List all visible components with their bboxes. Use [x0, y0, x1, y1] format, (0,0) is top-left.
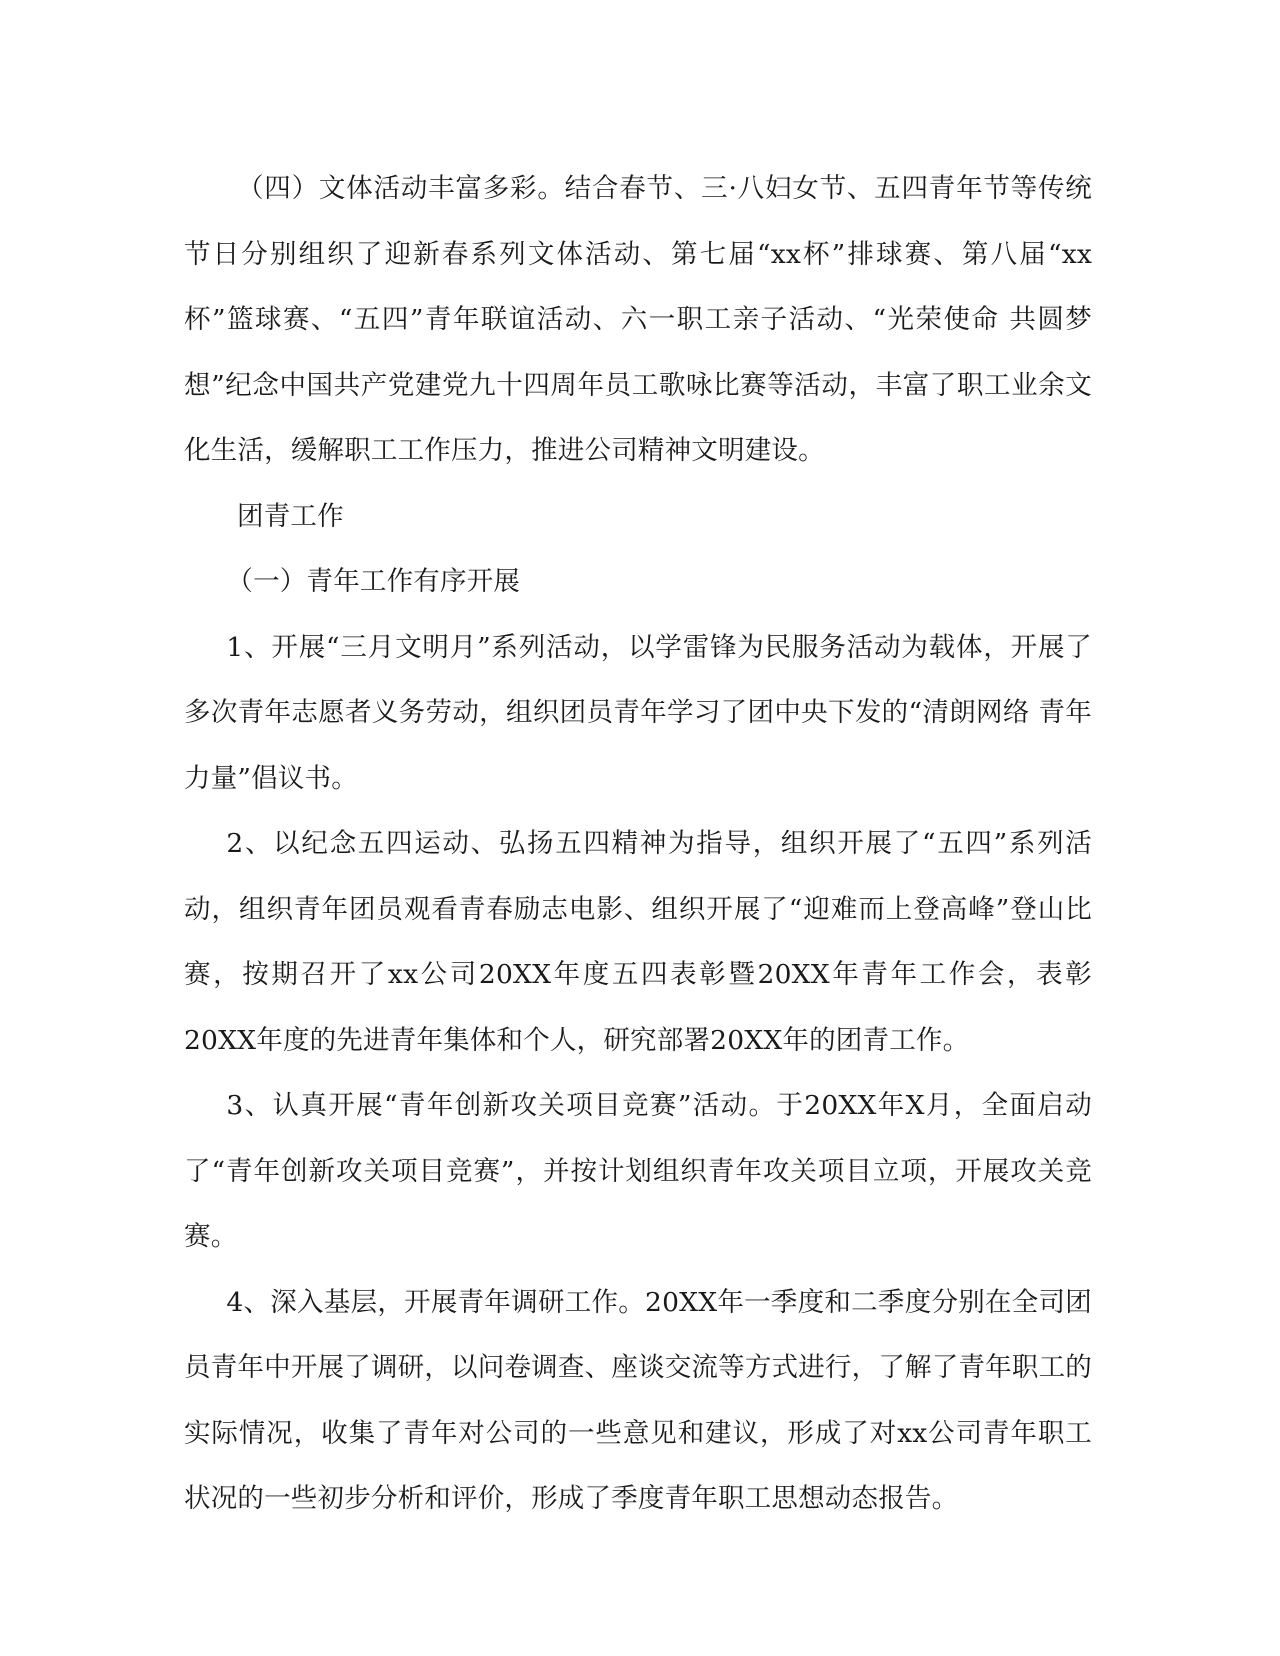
paragraph-item-4: 4、深入基层，开展青年调研工作。20XX年一季度和二季度分别在全司团员青年中开展了调研，以问卷调查、座谈交流等方式进行，了解了青年职工的实际情况，收集了青年对公司的一些意见和建议，形成了对xx公司青年职工状况的一些初步分析和评价，形成了季度青年职工思想动态报告。: [184, 1286, 1092, 1514]
paragraph-item-1: 1、开展“三月文明月”系列活动，以学雷锋为民服务活动为载体，开展了多次青年志愿者义务劳动，组织团员青年学习了团中央下发的“清朗网络 青年力量”倡议书。: [184, 631, 1092, 794]
subsection-title-youth-work: （一）青年工作有序开展: [226, 566, 521, 597]
section-title-youth-league: 团青工作: [237, 500, 344, 532]
paragraph-item-2: 2、以纪念五四运动、弘扬五四精神为指导，组织开展了“五四”系列活动，组织青年团员观看青春励志电影、组织开展了“迎难而上登高峰”登山比赛，按期召开了xx公司20XX年度五四表彰暨20XX年青年工作会，表彰20XX年度的先进青年集体和个人，研究部署20XX年的团青工作。: [184, 828, 1092, 1056]
document-body: [184, 156, 1092, 1532]
paragraph-culture-activities: （四）文体活动丰富多彩。结合春节、三·八妇女节、五四青年节等传统节日分别组织了迎新春系列文体活动、第七届“xx杯”排球赛、第八届“xx杯”篮球赛、“五四”青年联谊活动、六一职工亲子活动、“光荣使命 共圆梦想”纪念中国共产党建党九十四周年员工歌咏比赛等活动，丰富了职工业余文化生活，缓解职工工作压力，推进公司精神文明建设。: [184, 173, 1092, 466]
paragraph-item-3: 3、认真开展“青年创新攻关项目竞赛”活动。于20XX年X月，全面启动了“青年创新攻关项目竞赛”，并按计划组织青年攻关项目立项，开展攻关竞赛。: [184, 1090, 1092, 1252]
